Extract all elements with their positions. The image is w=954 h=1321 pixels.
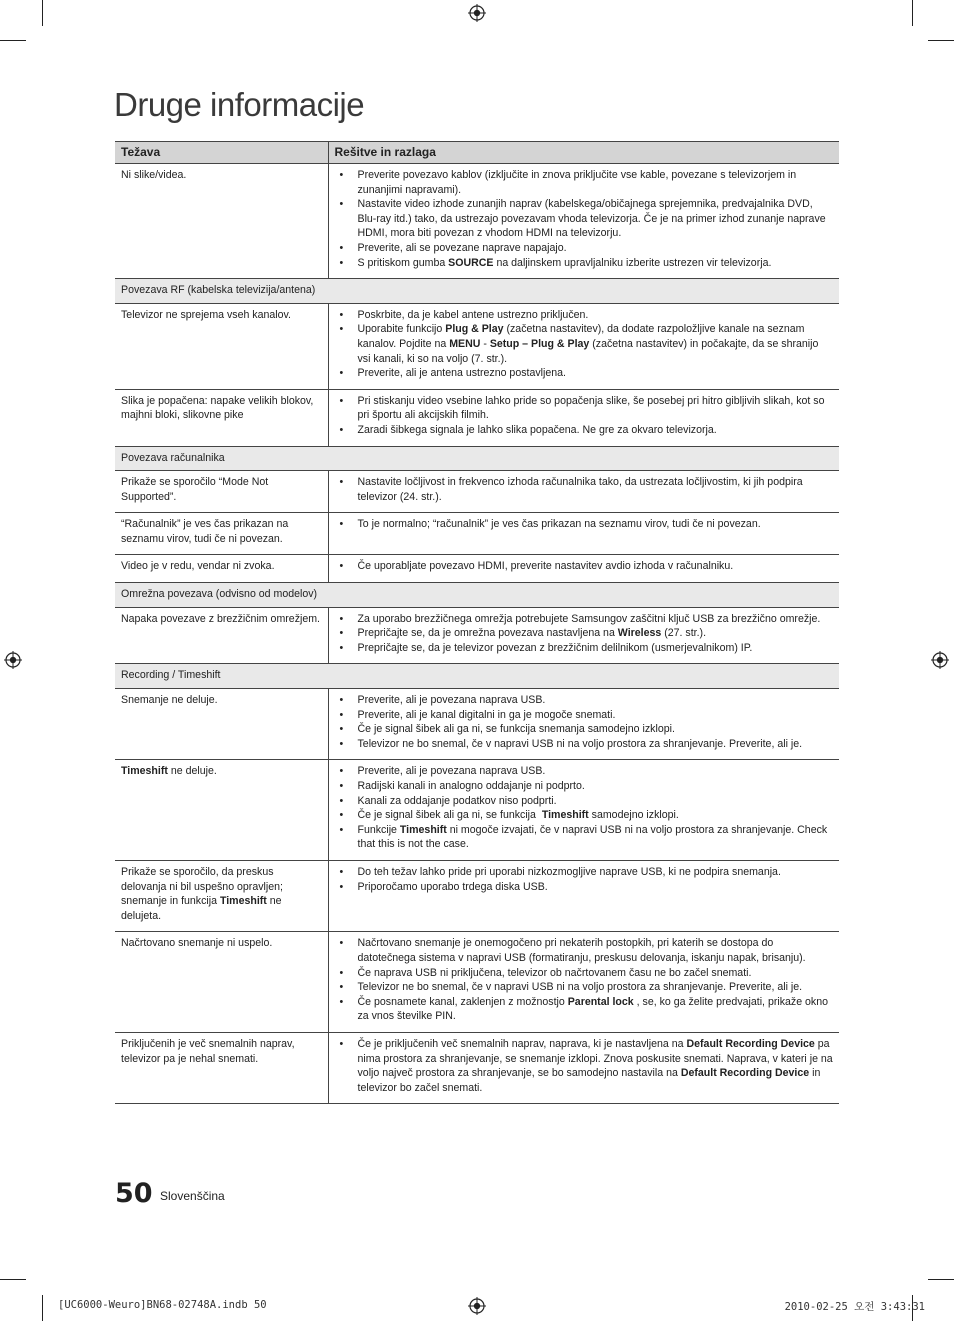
solution-cell [328, 760, 839, 861]
solution-list [337, 693, 834, 751]
crop-mark [0, 40, 26, 41]
solution-cell [328, 164, 839, 279]
solution-item: • Preverite, ali je povezana naprava USB. [337, 764, 834, 779]
problem-cell: “Računalnik” je ves čas prikazan na seznamu virov, tudi če ni povezan. [115, 513, 328, 555]
section-title: Povezava RF (kabelska televizija/antena) [115, 279, 839, 304]
solution-cell [328, 607, 839, 664]
table-row [115, 932, 839, 1033]
solution-list [337, 936, 834, 1024]
crop-mark [912, 0, 913, 26]
section-title: Omrežna povezava (odvisno od modelov) [115, 583, 839, 608]
table-row [115, 860, 839, 931]
table-row [115, 471, 839, 513]
problem-cell: Video je v redu, vendar ni zvoka. [115, 555, 328, 583]
problem-cell: Televizor ne sprejema vseh kanalov. [115, 303, 328, 389]
solution-list [337, 764, 834, 852]
table-row [115, 607, 839, 664]
footer-file-info: [UC6000-Weuro]BN68-02748A.indb 50 [58, 1299, 267, 1311]
solution-list [337, 168, 834, 270]
table-header-row [115, 142, 839, 164]
crop-mark [928, 1279, 954, 1280]
crop-mark [0, 1279, 26, 1280]
solution-list [337, 517, 834, 532]
page-title: Druge informacije [114, 86, 365, 123]
solution-item: • Nastavite ločljivost in frekvenco izhoda računalnika tako, da ustrezata ločljivostim, ki jih podpira televizor (24. str.). [337, 475, 834, 504]
solution-item: • Priporočamo uporabo trdega diska USB. [337, 880, 834, 895]
crop-mark [42, 0, 43, 26]
section-title: Povezava računalnika [115, 446, 839, 471]
solution-item: • Televizor ne bo snemal, če v napravi USB ni na voljo prostora za shranjevanje. Preverite, ali je. [337, 980, 834, 995]
problem-cell: Napaka povezave z brezžičnim omrežjem. [115, 607, 328, 664]
solution-item: • Funkcije Timeshift ni mogoče izvajati, če v napravi USB ni na voljo prostora za shranjevanje. Check that this is not the case. [337, 823, 834, 852]
section-title: Recording / Timeshift [115, 664, 839, 689]
table-row [115, 1032, 839, 1103]
table-row [115, 389, 839, 446]
solution-item: • Če naprava USB ni priključena, televizor ob načrtovanem času ne bo začel snemati. [337, 966, 834, 981]
solution-cell [328, 689, 839, 760]
solution-item: • Poskrbite, da je kabel antene ustrezno priključen. [337, 308, 834, 323]
troubleshooting-table [115, 141, 839, 1104]
solution-cell [328, 555, 839, 583]
solution-item: • Kanali za oddajanje podatkov niso podprti. [337, 794, 834, 809]
section-row [115, 583, 839, 608]
header-solution: Rešitve in razlaga [328, 142, 839, 164]
table-row [115, 760, 839, 861]
solution-cell [328, 471, 839, 513]
solution-item: • Če uporabljate povezavo HDMI, preverite nastavitev avdio izhoda v računalniku. [337, 559, 834, 574]
table-row [115, 689, 839, 760]
solution-list [337, 308, 834, 381]
problem-cell: Priključenih je več snemalnih naprav, televizor pa je nehal snemati. [115, 1032, 328, 1103]
table-row [115, 513, 839, 555]
solution-item: • Uporabite funkcijo Plug & Play (začetna nastavitev), da dodate razpoložljive kanale na seznam kanalov. Pojdite na MENU - Setup – Plug & Play (začetna nastavitev) in počakajte, da se shranijo vsi kanali, ki so na voljo (7. str.). [337, 322, 834, 366]
section-row [115, 664, 839, 689]
solution-item: • To je normalno; “računalnik” je ves čas prikazan na seznamu virov, tudi če ni povezan. [337, 517, 834, 532]
solution-item: • Prepričajte se, da je televizor povezan z brezžičnim delilnikom (usmerjevalnikom) IP. [337, 641, 834, 656]
problem-cell: Slika je popačena: napake velikih blokov, majhni bloki, slikovne pike [115, 389, 328, 446]
problem-cell: Načrtovano snemanje ni uspelo. [115, 932, 328, 1033]
table-row [115, 303, 839, 389]
table-row [115, 555, 839, 583]
solution-list [337, 559, 834, 574]
section-row [115, 446, 839, 471]
solution-item: • Če posnamete kanal, zaklenjen z možnostjo Parental lock , se, ko ga želite predvajati, prikaže okno za vnos številke PIN. [337, 995, 834, 1024]
solution-list [337, 1037, 834, 1095]
crop-mark [928, 40, 954, 41]
registration-mark-icon [4, 651, 22, 669]
solution-item: • Televizor ne bo snemal, če v napravi USB ni na voljo prostora za shranjevanje. Preverite, ali je. [337, 737, 834, 752]
registration-mark-icon [468, 1297, 486, 1315]
problem-cell: Prikaže se sporočilo “Mode Not Supported”. [115, 471, 328, 513]
crop-mark [42, 1295, 43, 1321]
page-language: Slovenščina [160, 1189, 225, 1203]
page-number: 50 [115, 1178, 153, 1209]
solution-item: • S pritiskom gumba SOURCE na daljinskem upravljalniku izberite ustrezen vir televizorja. [337, 256, 834, 271]
solution-item: • Pri stiskanju video vsebine lahko pride so popačenja slike, še posebej pri hitro gibljivih slikah, kot so pri športu ali akcijskih filmih. [337, 394, 834, 423]
solution-item: • Preverite povezavo kablov (izključite in znova priključite vse kable, povezane s televizorjem in zunanjimi napravami). [337, 168, 834, 197]
solution-item: • Prepričajte se, da je omrežna povezava nastavljena na Wireless (27. str.). [337, 626, 834, 641]
registration-mark-icon [931, 651, 949, 669]
solution-item: • Če je priključenih več snemalnih naprav, naprava, ki je nastavljena na Default Recording Device pa nima prostora za shranjevanje, se snemanje izklopi. Znova poskusite snemati. Naprava, v kateri je na voljo največ prostora za shranjevanje, se bo samodejno nastavila na Default Recording Device in televizor bo začel snemati. [337, 1037, 834, 1095]
header-problem: Težava [115, 142, 328, 164]
solution-list [337, 394, 834, 438]
solution-item: • Če je signal šibek ali ga ni, se funkcija snemanja samodejno izklopi. [337, 722, 834, 737]
solution-item: • Za uporabo brezžičnega omrežja potrebujete Samsungov zaščitni ključ USB za brezžično omrežje. [337, 612, 834, 627]
footer-date: 2010-02-25 오전 3:43:31 [784, 1301, 925, 1313]
solution-cell [328, 932, 839, 1033]
solution-item: • Preverite, ali je antena ustrezno postavljena. [337, 366, 834, 381]
solution-item: • Zaradi šibkega signala je lahko slika popačena. Ne gre za okvaro televizorja. [337, 423, 834, 438]
solution-cell [328, 860, 839, 931]
solution-cell [328, 513, 839, 555]
problem-cell: Snemanje ne deluje. [115, 689, 328, 760]
table-row [115, 164, 839, 279]
problem-cell: Ni slike/videa. [115, 164, 328, 279]
solution-item: • Načrtovano snemanje je onemogočeno pri nekaterih postopkih, pri katerih se dostopa do datotečnega sistema v napravi USB (formatiranju, preskusu delovanja, iskanju napak, brisanju). [337, 936, 834, 965]
solution-item: • Preverite, ali je kanal digitalni in ga je mogoče snemati. [337, 708, 834, 723]
problem-cell: Timeshift ne deluje. [115, 760, 328, 861]
solution-cell [328, 303, 839, 389]
solution-item: • Preverite, ali je povezana naprava USB. [337, 693, 834, 708]
section-row [115, 279, 839, 304]
registration-mark-icon [468, 4, 486, 22]
solution-cell [328, 1032, 839, 1103]
solution-item: • Preverite, ali se povezane naprave napajajo. [337, 241, 834, 256]
solution-item: • Nastavite video izhode zunanjih naprav (kabelskega/običajnega sprejemnika, predvajalnika DVD, Blu-ray itd.) tako, da ustrezajo povezavam vhoda televizorja. Če je na primer izhod zunanje naprave HDMI, mora biti povezan z vhodom HDMI na televizorju. [337, 197, 834, 241]
solution-cell [328, 389, 839, 446]
solution-list [337, 865, 834, 894]
solution-item: • Do teh težav lahko pride pri uporabi nizkozmogljive naprave USB, ki ne podpira snemanja. [337, 865, 834, 880]
solution-item: • Če je signal šibek ali ga ni, se funkcija Timeshift samodejno izklopi. [337, 808, 834, 823]
problem-cell: Prikaže se sporočilo, da preskus delovanja ni bil uspešno opravljen; snemanje in funkcija Timeshift ne delujeta. [115, 860, 328, 931]
solution-list [337, 475, 834, 504]
table-body [115, 164, 839, 1104]
solution-list [337, 612, 834, 656]
solution-item: • Radijski kanali in analogno oddajanje ni podprto. [337, 779, 834, 794]
